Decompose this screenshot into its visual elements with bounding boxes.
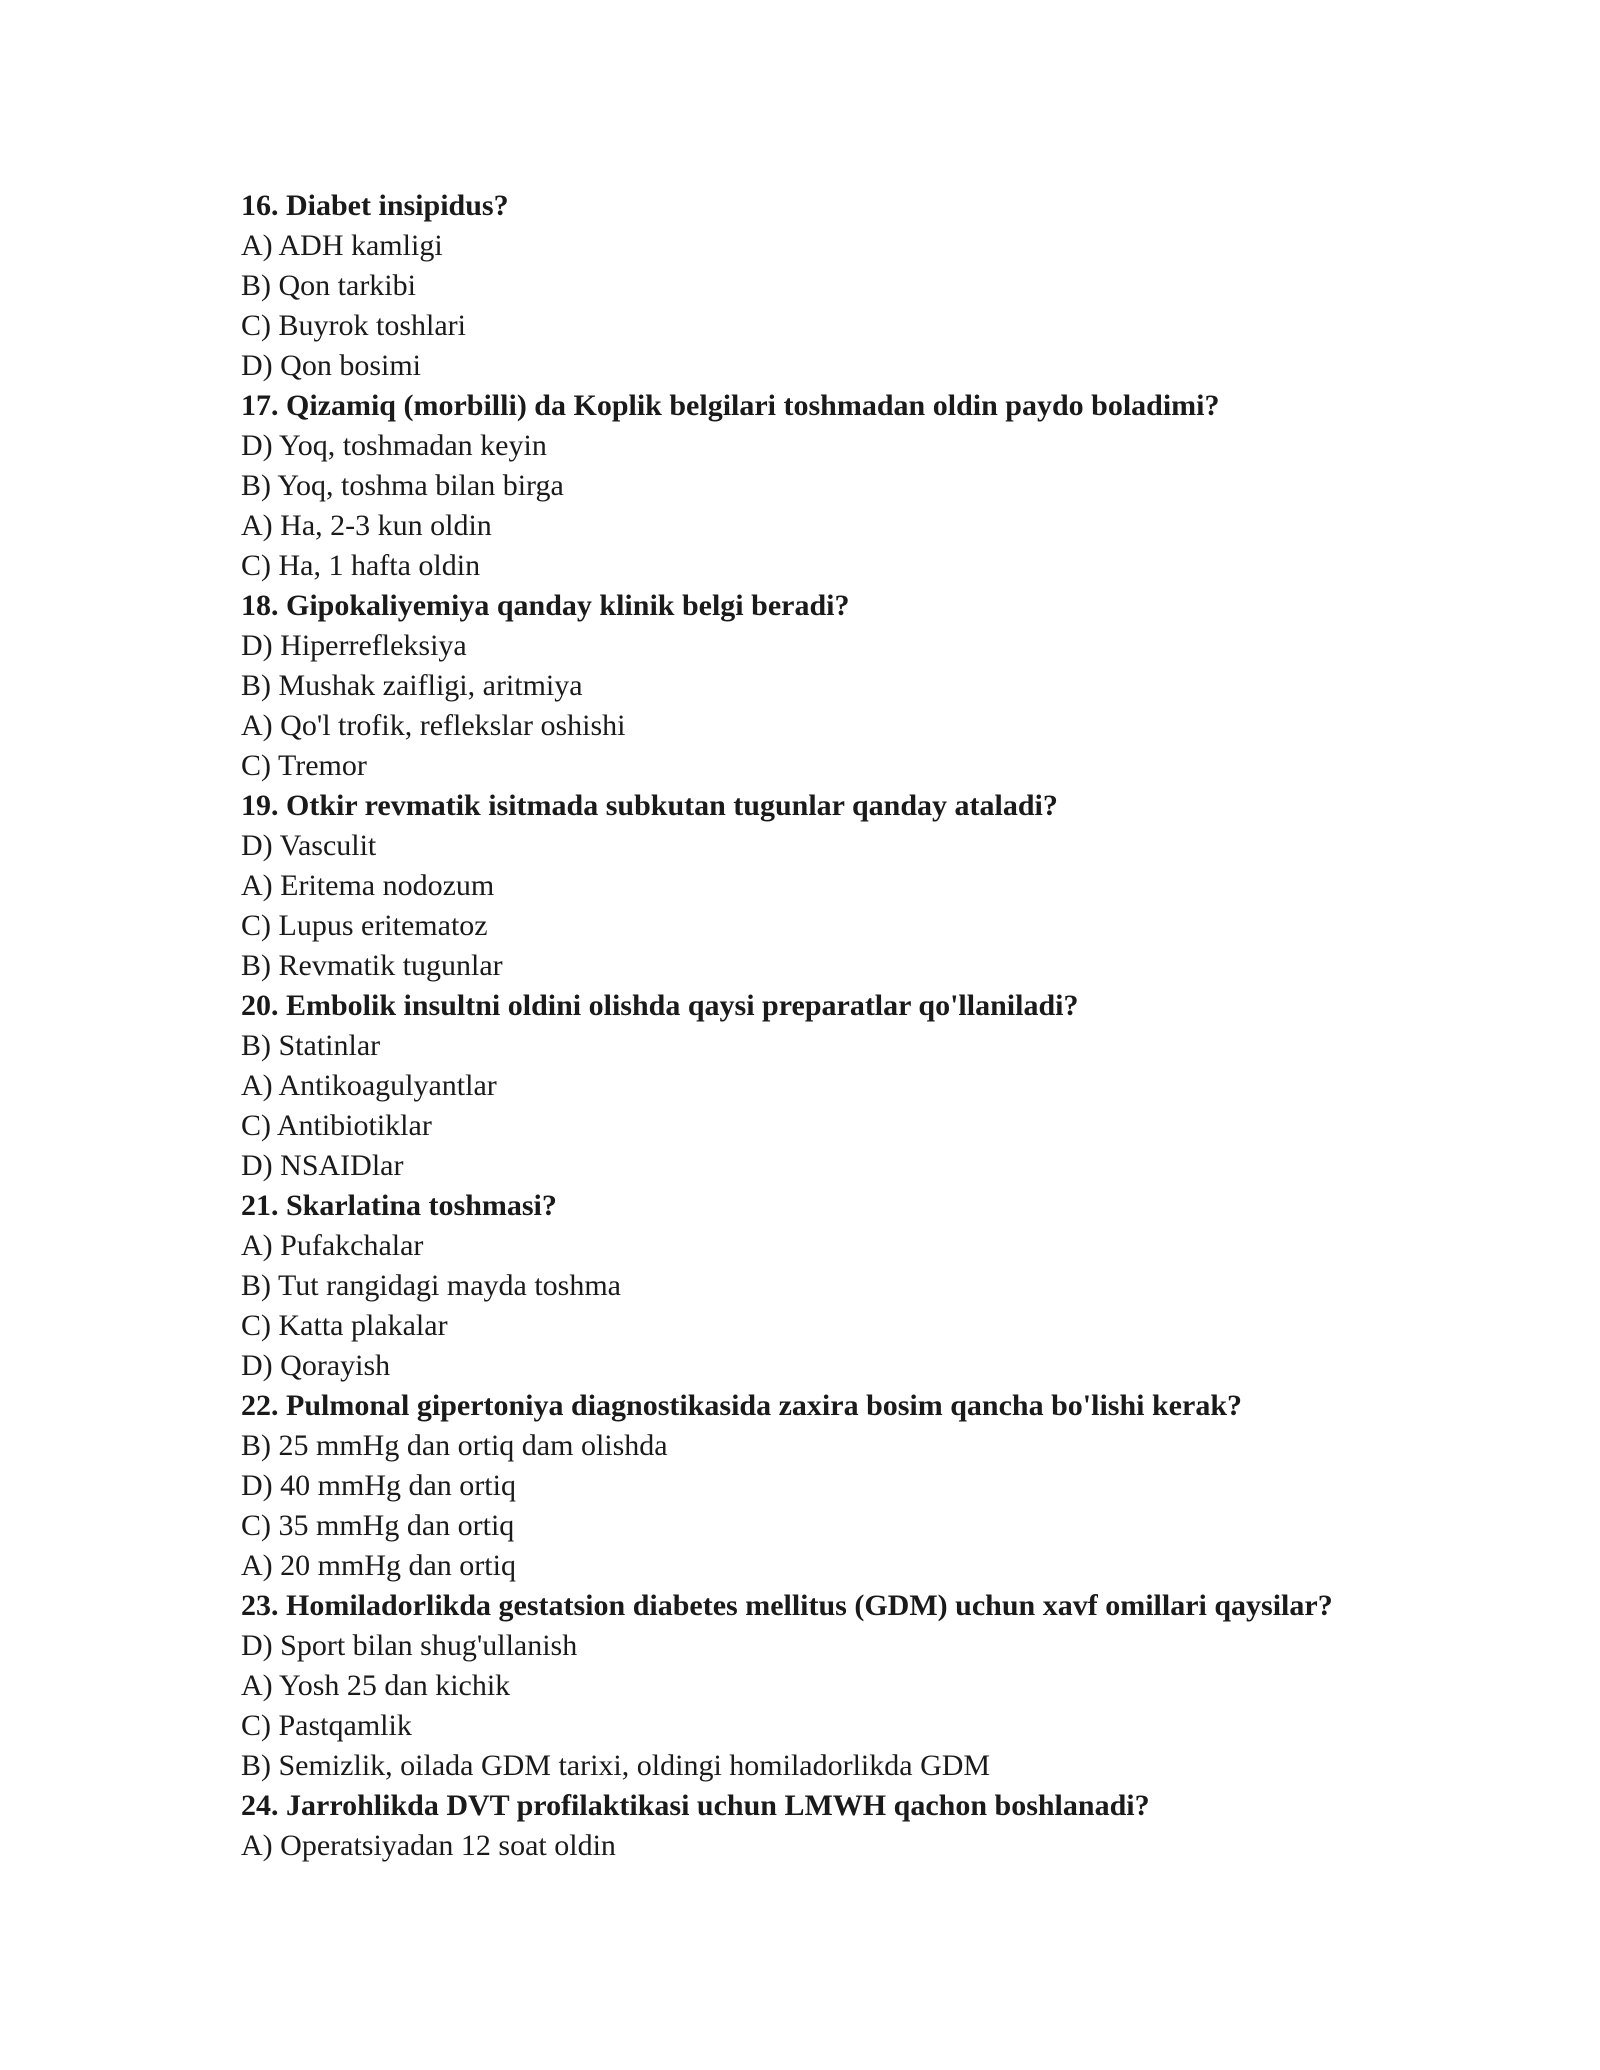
question-21 <box>241 1186 1441 1386</box>
answer-option: D) NSAIDlar <box>241 1149 404 1182</box>
answer-option: A) 20 mmHg dan ortiq <box>241 1549 516 1582</box>
answer-option: A) Eritema nodozum <box>241 869 495 902</box>
answer-option: B) 25 mmHg dan ortiq dam olishda <box>241 1429 668 1462</box>
answer-option: D) Qon bosimi <box>241 349 421 382</box>
question-title: 23. Homiladorlikda gestatsion diabetes mellitus (GDM) uchun xavf omillari qaysilar? <box>241 1589 1333 1622</box>
answer-option: B) Qon tarkibi <box>241 269 416 302</box>
question-18 <box>241 586 1441 786</box>
answer-option: B) Semizlik, oilada GDM tarixi, oldingi homiladorlikda GDM <box>241 1749 991 1782</box>
question-title: 24. Jarrohlikda DVT profilaktikasi uchun LMWH qachon boshlanadi? <box>241 1789 1150 1822</box>
answer-option: D) Qorayish <box>241 1349 391 1382</box>
answer-option: B) Yoq, toshma bilan birga <box>241 469 564 502</box>
question-title: 21. Skarlatina toshmasi? <box>241 1189 557 1222</box>
question-16 <box>241 186 1441 386</box>
answer-option: C) Lupus eritematoz <box>241 909 488 942</box>
question-19 <box>241 786 1441 986</box>
answer-option: A) Ha, 2-3 kun oldin <box>241 509 492 542</box>
answer-option: D) Vasculit <box>241 829 377 862</box>
answer-option: A) Operatsiyadan 12 soat oldin <box>241 1829 616 1862</box>
answer-option: A) Pufakchalar <box>241 1229 424 1262</box>
answer-option: B) Statinlar <box>241 1029 381 1062</box>
question-22 <box>241 1386 1441 1586</box>
question-20 <box>241 986 1441 1186</box>
answer-option: A) Yosh 25 dan kichik <box>241 1669 511 1702</box>
question-list <box>241 186 1441 1866</box>
answer-option: D) Yoq, toshmadan keyin <box>241 429 547 462</box>
answer-option: A) Qo'l trofik, reflekslar oshishi <box>241 709 626 742</box>
answer-option: C) 35 mmHg dan ortiq <box>241 1509 515 1542</box>
answer-option: B) Tut rangidagi mayda toshma <box>241 1269 621 1302</box>
answer-option: D) Sport bilan shug'ullanish <box>241 1629 578 1662</box>
answer-option: A) Antikoagulyantlar <box>241 1069 497 1102</box>
answer-option: D) 40 mmHg dan ortiq <box>241 1469 516 1502</box>
answer-option: B) Revmatik tugunlar <box>241 949 503 982</box>
answer-option: C) Pastqamlik <box>241 1709 412 1742</box>
question-title: 19. Otkir revmatik isitmada subkutan tugunlar qanday ataladi? <box>241 789 1058 822</box>
question-24 <box>241 1786 1441 1866</box>
answer-option: C) Buyrok toshlari <box>241 309 466 342</box>
answer-option: C) Ha, 1 hafta oldin <box>241 549 481 582</box>
question-title: 16. Diabet insipidus? <box>241 189 509 222</box>
answer-option: C) Katta plakalar <box>241 1309 448 1342</box>
question-23 <box>241 1586 1441 1786</box>
question-title: 18. Gipokaliyemiya qanday klinik belgi beradi? <box>241 589 850 622</box>
answer-option: C) Tremor <box>241 749 367 782</box>
answer-option: A) ADH kamligi <box>241 229 443 262</box>
answer-option: D) Hiperrefleksiya <box>241 629 467 662</box>
question-title: 17. Qizamiq (morbilli) da Koplik belgilari toshmadan oldin paydo boladimi? <box>241 389 1220 422</box>
question-title: 22. Pulmonal gipertoniya diagnostikasida zaxira bosim qancha bo'lishi kerak? <box>241 1389 1243 1422</box>
question-17 <box>241 386 1441 586</box>
answer-option: B) Mushak zaifligi, aritmiya <box>241 669 583 702</box>
question-title: 20. Embolik insultni oldini olishda qaysi preparatlar qo'llaniladi? <box>241 989 1079 1022</box>
answer-option: C) Antibiotiklar <box>241 1109 432 1142</box>
